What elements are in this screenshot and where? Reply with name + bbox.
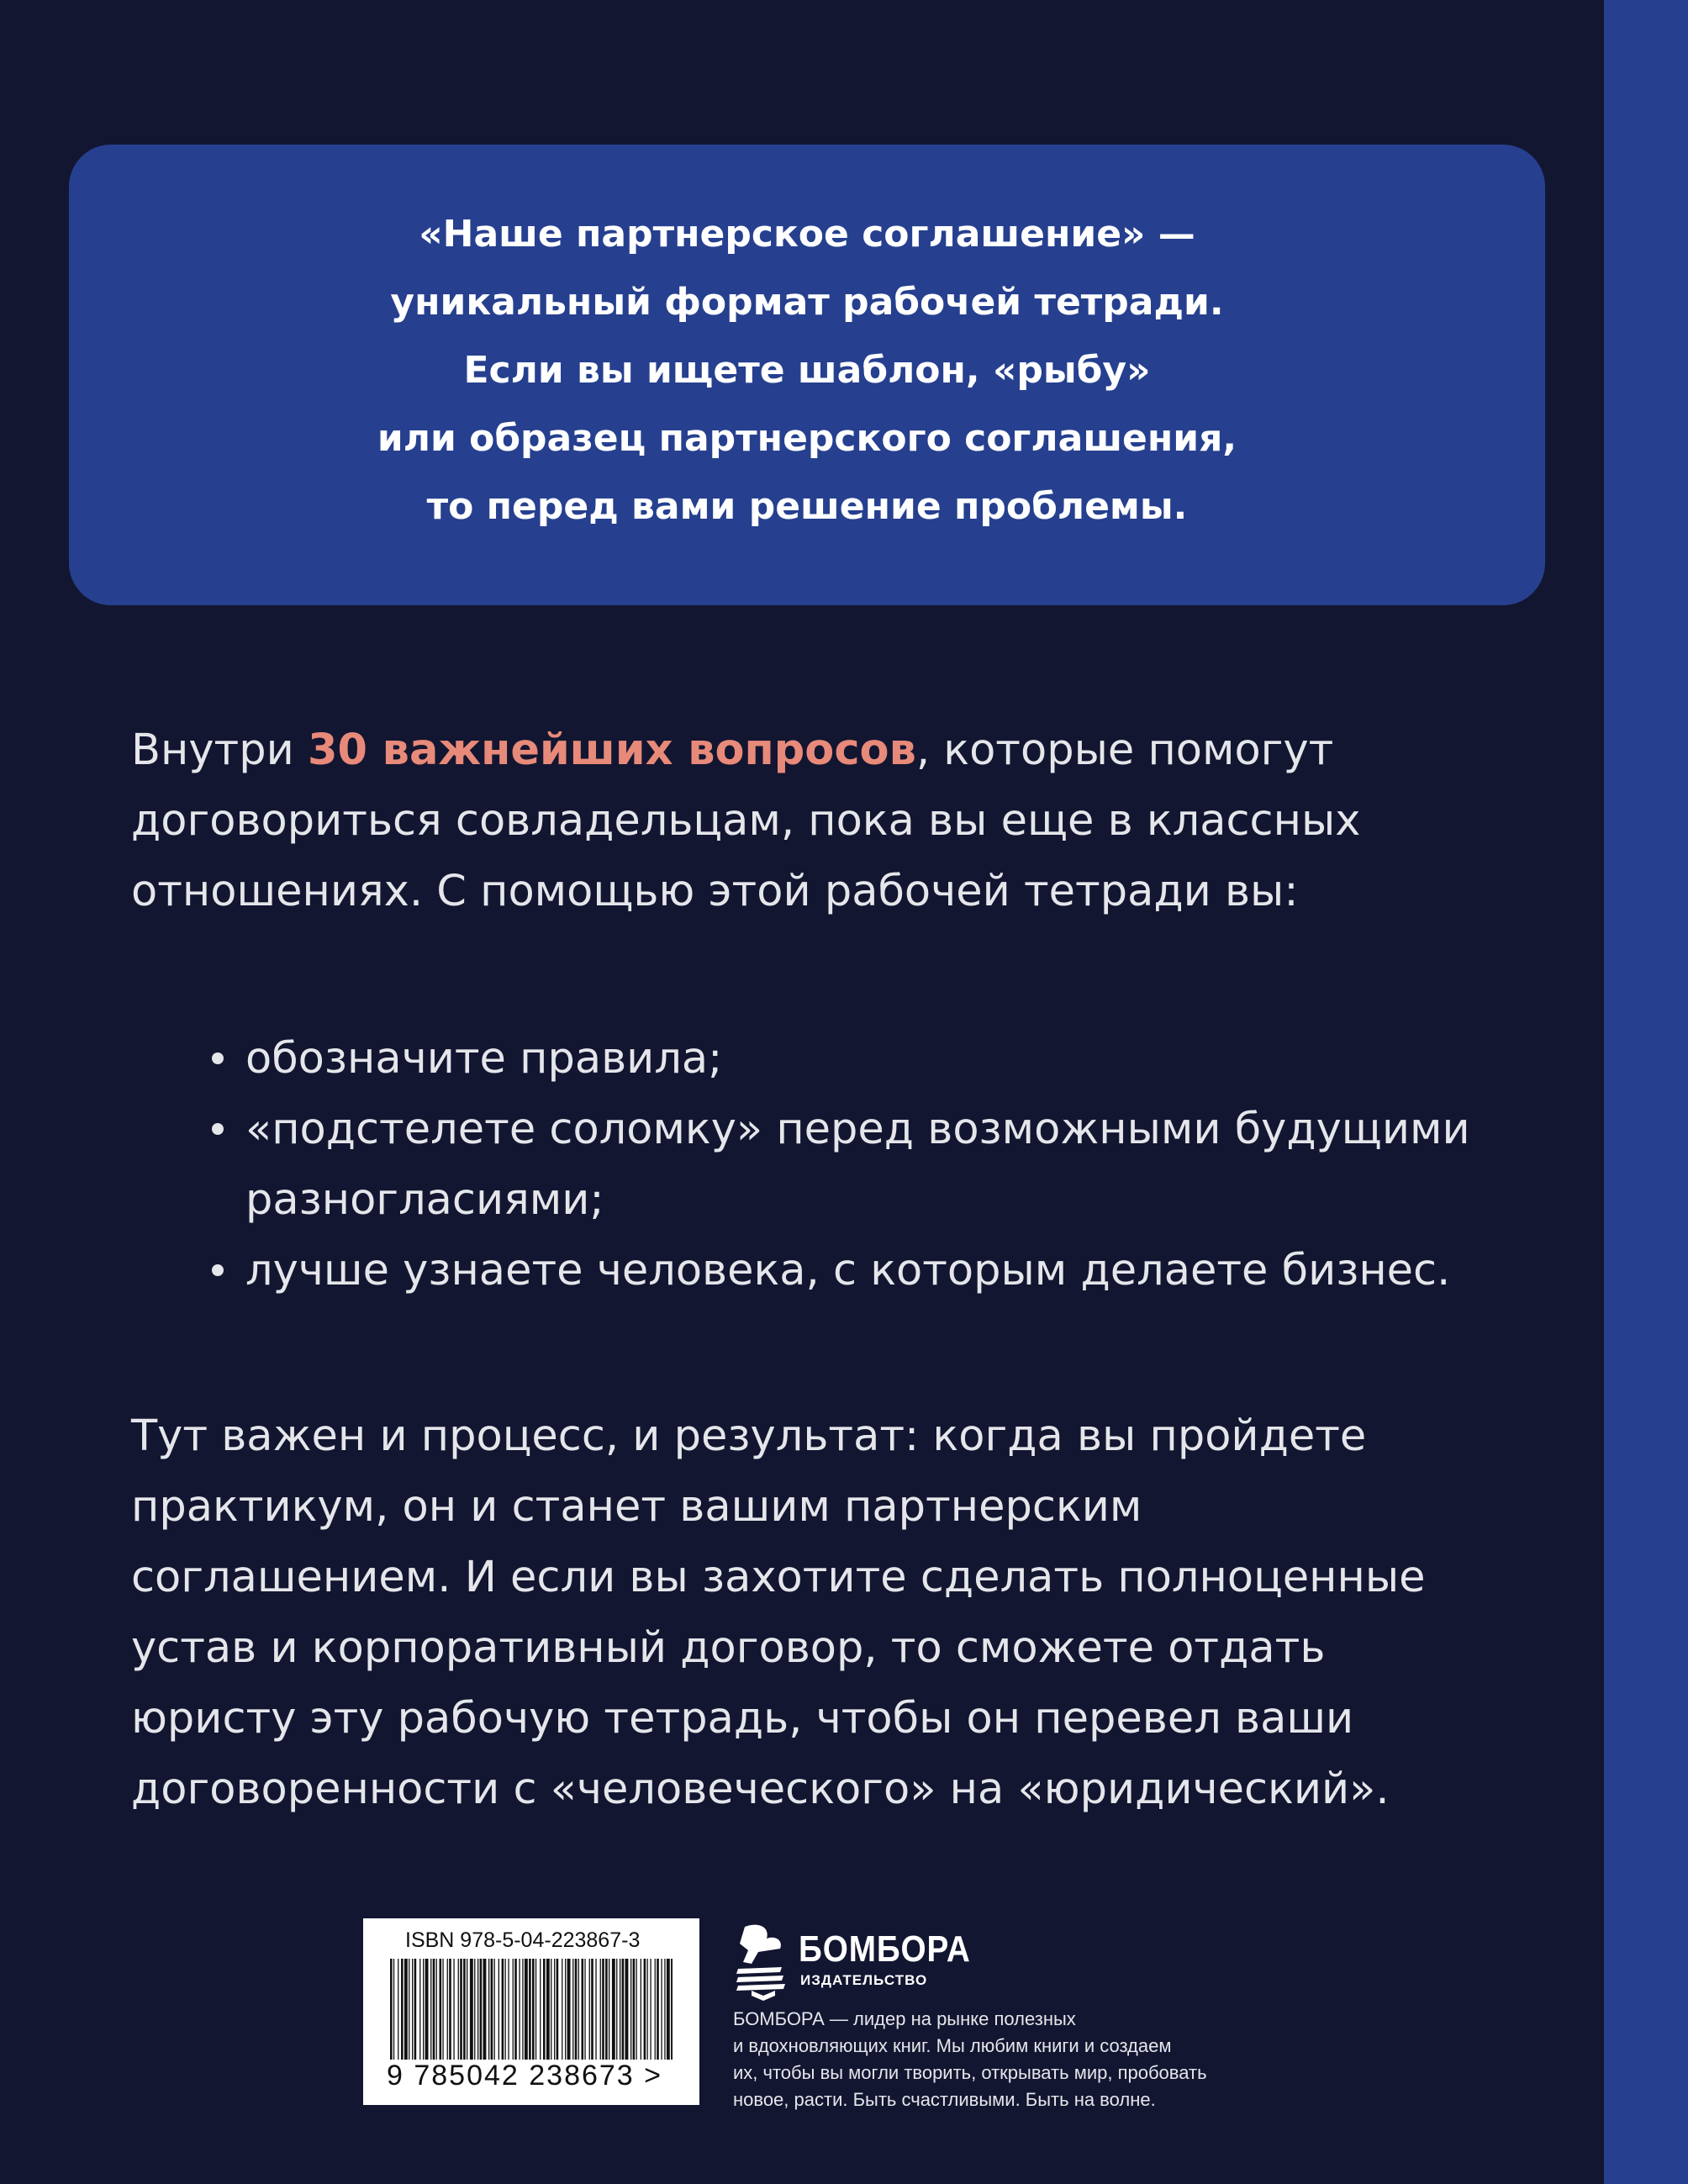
barcode-bar [630, 1959, 631, 2060]
outro-paragraph [131, 1401, 1560, 1825]
bombora-logo-icon [733, 1918, 792, 2002]
callout-line: то перед вами решение проблемы. [426, 485, 1188, 528]
barcode-bar [425, 1959, 429, 2060]
barcode-bar [554, 1959, 555, 2060]
publisher-description-line: новое, расти. Быть счастливыми. Быть на волне. [733, 2089, 1156, 2110]
barcode-bar [622, 1959, 625, 2060]
barcode-bar [529, 1959, 531, 2060]
barcode-bar [612, 1959, 615, 2060]
bullet-list [212, 1024, 1590, 1306]
intro-line-1 [131, 715, 1560, 786]
barcode-bar [483, 1959, 487, 2060]
bullet-text: обозначите правила; [245, 1034, 723, 1084]
barcode-bar [535, 1959, 536, 2060]
isbn-barcode [363, 1918, 699, 2105]
barcode-bar [502, 1959, 504, 2060]
barcode-bar [565, 1959, 566, 2060]
barcode-bar [647, 1959, 648, 2060]
barcode-bar [605, 1959, 608, 2060]
outro-line: соглашением. И если вы захотите сделать полноценные [131, 1553, 1426, 1602]
bullet-dot-icon [212, 1052, 224, 1064]
intro-paragraph [131, 715, 1560, 927]
barcode-bar [447, 1959, 448, 2060]
barcode-bar [401, 1959, 404, 2060]
outro-line: Тут важен и процесс, и результат: когда вы пройдете [131, 1411, 1367, 1461]
barcode-bar [661, 1959, 662, 2060]
barcode-bar [543, 1959, 546, 2060]
barcode-bar [584, 1959, 585, 2060]
barcode-bar [575, 1959, 578, 2060]
barcode-bar [625, 1959, 629, 2060]
barcode-bar [436, 1959, 437, 2060]
barcode-bar [540, 1959, 541, 2060]
barcode-bar [474, 1959, 475, 2060]
outro-line: юристу эту рабочую тетрадь, чтобы он перевел ваши [131, 1694, 1354, 1744]
barcode-bar [600, 1959, 601, 2060]
publisher-subtitle: ИЗДАТЕЛЬСТВО [800, 1972, 928, 1988]
barcode-bar [602, 1959, 604, 2060]
barcode-bar [477, 1959, 478, 2060]
barcode-bar [440, 1959, 442, 2060]
barcode-bar [525, 1959, 528, 2060]
barcode-bar [557, 1959, 559, 2060]
barcode-bar [430, 1959, 431, 2060]
barcode-bar [419, 1959, 420, 2060]
barcode-bar [442, 1959, 443, 2060]
intro-line-3: отношениях. С помощью этой рабочей тетради вы: [131, 867, 1299, 916]
barcode-bar [488, 1959, 489, 2060]
barcode-bar [667, 1959, 670, 2060]
barcode-bar [582, 1959, 584, 2060]
barcode-bar [449, 1959, 451, 2060]
barcode-bar [390, 1959, 393, 2060]
barcode-bar [393, 1959, 394, 2060]
barcode-bar [433, 1959, 435, 2060]
highlight-phrase: 30 важнейших вопросов [307, 725, 916, 775]
bullet-text: «подстелете соломку» перед возможными будущими [245, 1105, 1470, 1154]
barcode-bar [522, 1959, 523, 2060]
barcode-bar [567, 1959, 571, 2060]
barcode-bar [644, 1959, 646, 2060]
barcode-bar [460, 1959, 462, 2060]
callout-line: «Наше партнерское соглашение» — [419, 213, 1195, 256]
barcode-bar [414, 1959, 417, 2060]
barcode-bar [404, 1959, 408, 2060]
bullet-dot-icon [212, 1264, 224, 1276]
intro-text: Внутри [131, 725, 308, 775]
barcode-bar [505, 1959, 506, 2060]
barcode-bar [546, 1959, 550, 2060]
callout-line: или образец партнерского соглашения, [377, 417, 1237, 460]
barcode-bar [671, 1959, 673, 2060]
barcode-bar [453, 1959, 454, 2060]
barcode-bar [657, 1959, 659, 2060]
isbn-label: ISBN 978-5-04-223867-3 [405, 1928, 641, 1952]
bullet-item [212, 1095, 1590, 1236]
barcode-bar [491, 1959, 493, 2060]
barcode-bar [480, 1959, 483, 2060]
barcode-bar [636, 1959, 637, 2060]
publisher-description [733, 2006, 1338, 2113]
barcode-bar [633, 1959, 636, 2060]
barcode-bars [390, 1959, 673, 2060]
bullet-text: разногласиями; [245, 1175, 604, 1225]
barcode-bar [498, 1959, 499, 2060]
barcode-bar [514, 1959, 517, 2060]
outro-line: практикум, он и станет вашим партнерским [131, 1482, 1142, 1532]
publisher-description-line: и вдохновляющих книг. Мы любим книги и создаем [733, 2035, 1172, 2056]
spine-stripe [1604, 0, 1688, 2184]
barcode-bar [412, 1959, 413, 2060]
barcode-bar [589, 1959, 590, 2060]
barcode-bar [532, 1959, 535, 2060]
publisher-description-line: БОМБОРА — лидер на рынке полезных [733, 2008, 1076, 2029]
callout-panel [69, 145, 1545, 605]
intro-text: , которые помогут [915, 725, 1334, 775]
bullet-text: лучше узнаете человека, с которым делаете бизнес. [245, 1246, 1451, 1295]
barcode-bar [578, 1959, 579, 2060]
barcode-bar [494, 1959, 495, 2060]
intro-line-2: договориться совладельцам, пока вы еще в классных [131, 796, 1361, 846]
barcode-bar [519, 1959, 520, 2060]
barcode-bar [655, 1959, 656, 2060]
callout-line: уникальный формат рабочей тетради. [390, 281, 1224, 324]
bullet-item [212, 1024, 1590, 1095]
callout-line: Если вы ищете шаблон, «рыбу» [463, 349, 1151, 392]
publisher-name: БОМБОРА [799, 1928, 971, 1970]
barcode-bar [650, 1959, 651, 2060]
barcode-bar [595, 1959, 596, 2060]
barcode-bar [508, 1959, 509, 2060]
publisher-description-line: их, чтобы вы могли творить, открывать мир, пробовать [733, 2062, 1207, 2083]
barcode-bar [664, 1959, 665, 2060]
barcode-bar [591, 1959, 593, 2060]
publisher-logo [733, 1918, 985, 2002]
barcode-bar [458, 1959, 459, 2060]
bullet-dot-icon [212, 1123, 224, 1135]
barcode-bar [572, 1959, 573, 2060]
barcode-bar [616, 1959, 617, 2060]
bullet-item [212, 1236, 1590, 1306]
barcode-bar [463, 1959, 466, 2060]
barcode-bar [423, 1959, 424, 2060]
barcode-digits: 9 785042 238673 > [387, 2060, 663, 2092]
barcode-bar [470, 1959, 473, 2060]
outro-line: договоренности с «человеческого» на «юридический». [131, 1765, 1390, 1814]
barcode-bar [513, 1959, 514, 2060]
outro-line: устав и корпоративный договор, то сможете отдать [131, 1623, 1326, 1673]
